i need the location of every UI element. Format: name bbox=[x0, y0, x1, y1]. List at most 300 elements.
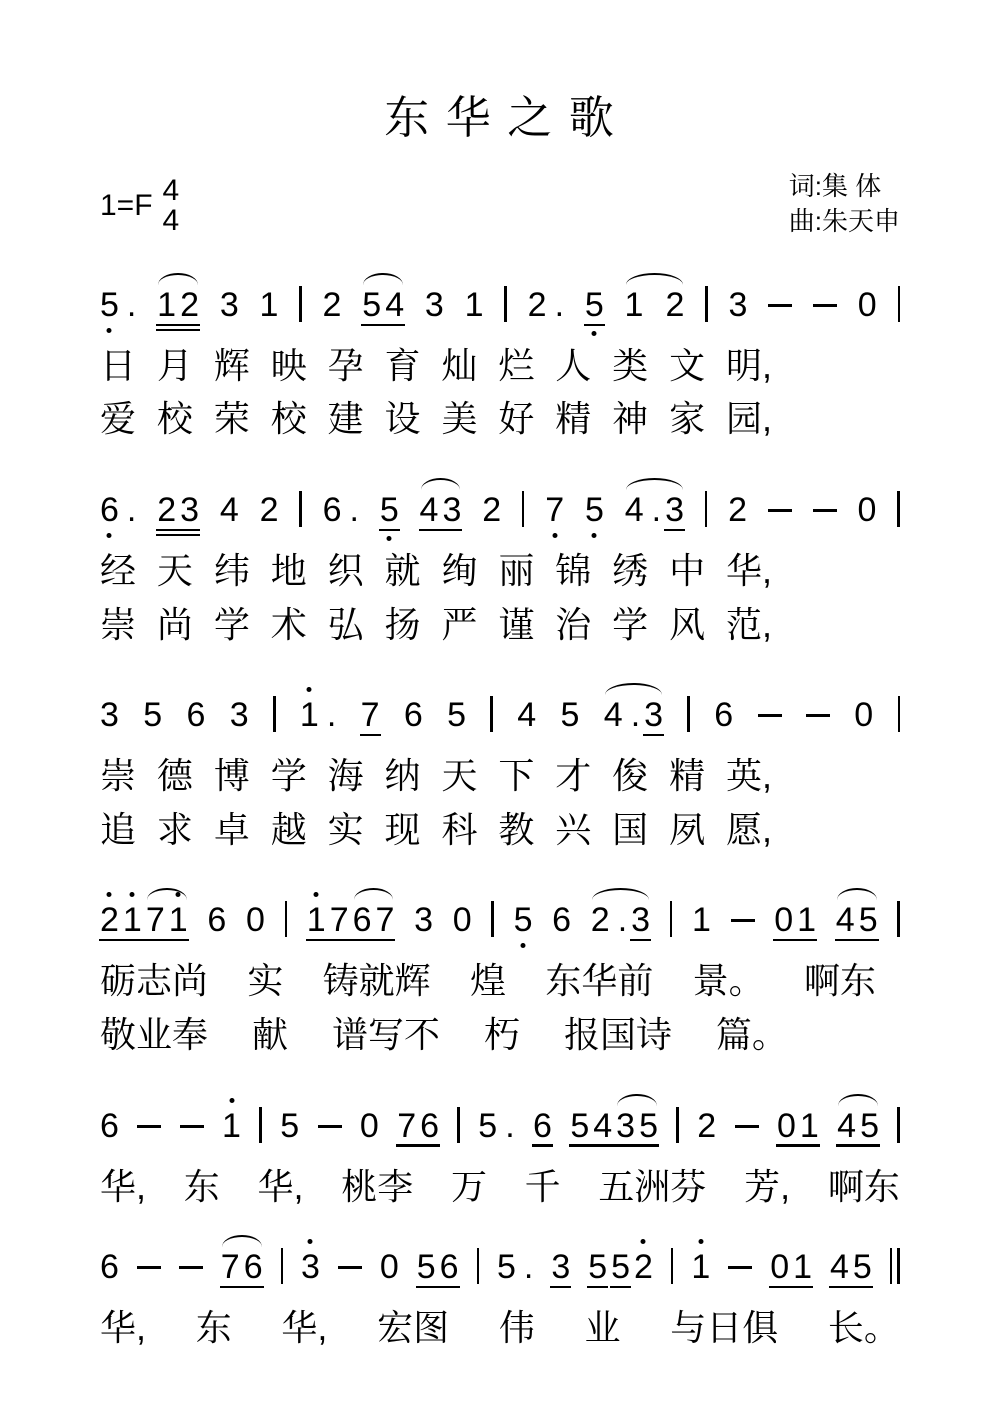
barline bbox=[285, 901, 288, 937]
note: 6 bbox=[420, 1106, 440, 1145]
time-signature-numerator: 4 bbox=[162, 173, 180, 207]
note: 3 bbox=[665, 490, 685, 529]
lyric-word: 好 bbox=[498, 398, 535, 440]
note: 2 bbox=[180, 285, 200, 324]
lyric-word: 尚 bbox=[156, 603, 193, 645]
lyric-word: 华, bbox=[100, 1165, 147, 1207]
rest-note: 0 bbox=[770, 1248, 790, 1287]
score-system bbox=[100, 284, 900, 439]
duration-dash bbox=[318, 1125, 342, 1128]
note: 2 bbox=[482, 490, 502, 529]
duration-dash bbox=[338, 1266, 362, 1269]
barline bbox=[671, 1248, 674, 1284]
lyric-word: 扬 bbox=[384, 603, 421, 645]
lyric-word: 家 bbox=[669, 398, 706, 440]
score-system bbox=[100, 1105, 900, 1207]
lyric-word: 月 bbox=[156, 344, 193, 386]
barline bbox=[490, 696, 493, 732]
note: 3 bbox=[551, 1248, 571, 1287]
note: 4 bbox=[219, 490, 239, 529]
lyric-word: 精 bbox=[555, 398, 592, 440]
note: 3 bbox=[301, 1250, 320, 1284]
lyric-word: 千 bbox=[524, 1165, 561, 1207]
lyric-word: 科 bbox=[441, 808, 478, 850]
note: 5 bbox=[362, 285, 382, 324]
lyric-line bbox=[100, 1167, 900, 1207]
note: 5 bbox=[852, 1248, 872, 1287]
lyric-word: 越 bbox=[270, 808, 307, 850]
duration-dash bbox=[768, 509, 792, 512]
beam-group bbox=[570, 1106, 659, 1145]
augmentation-dot: . bbox=[505, 1106, 515, 1145]
lyric-word: 谨 bbox=[498, 603, 535, 645]
beam-group bbox=[306, 901, 395, 940]
lyric-word: 精 bbox=[669, 755, 706, 797]
lyric-word: 东 bbox=[195, 1307, 232, 1349]
slur-arc bbox=[838, 1094, 878, 1106]
barline bbox=[299, 286, 302, 322]
note: 2 bbox=[157, 490, 177, 529]
lyric-word: 崇 bbox=[100, 603, 137, 645]
lyric-word: 实 bbox=[327, 808, 364, 850]
lyric-word: 崇 bbox=[100, 755, 137, 797]
barline bbox=[670, 901, 673, 937]
slur-arc bbox=[626, 478, 683, 490]
lyric-word: 地 bbox=[270, 549, 307, 591]
barline bbox=[504, 286, 507, 322]
lyric-word: 愿, bbox=[725, 808, 772, 850]
lyric-word: 业 bbox=[584, 1307, 621, 1349]
lyric-word: 教 bbox=[498, 808, 535, 850]
slur-group bbox=[624, 285, 685, 324]
slur-arc bbox=[592, 888, 649, 900]
lyric-word: 啊东 bbox=[827, 1165, 900, 1207]
music-line bbox=[100, 1105, 900, 1143]
score-system bbox=[100, 1246, 900, 1348]
music-line bbox=[100, 694, 900, 735]
octave-dot-low bbox=[552, 533, 557, 538]
lyric-word: 文 bbox=[669, 344, 706, 386]
lyric-word: 治 bbox=[555, 603, 592, 645]
note: 1 bbox=[222, 1109, 241, 1143]
lyric-word: 明, bbox=[725, 344, 772, 386]
slur-group bbox=[145, 901, 188, 940]
note: 1 bbox=[157, 285, 177, 324]
lyric-word: 烂 bbox=[498, 344, 535, 386]
note: 1 bbox=[691, 1250, 710, 1284]
lyric-word: 华, bbox=[281, 1307, 328, 1349]
octave-dot-low bbox=[592, 331, 597, 336]
lyric-word: 经 bbox=[100, 549, 137, 591]
note: 5 bbox=[858, 901, 878, 940]
rest-note: 0 bbox=[452, 901, 472, 940]
barline bbox=[522, 491, 525, 527]
note: 4 bbox=[835, 901, 855, 940]
duration-dash bbox=[731, 919, 755, 922]
note: 6 bbox=[207, 901, 227, 940]
score-meta bbox=[100, 172, 900, 236]
note: 5 bbox=[514, 903, 533, 937]
lyric-word: 爱 bbox=[100, 398, 137, 440]
lyric-line bbox=[100, 346, 772, 386]
augmentation-dot: . bbox=[126, 490, 137, 529]
note: 6 bbox=[100, 1106, 119, 1145]
lyric-word: 报国诗 bbox=[563, 1013, 672, 1055]
lyric-word: 风 bbox=[669, 603, 706, 645]
duration-dash bbox=[137, 1266, 161, 1269]
lyric-word: 纬 bbox=[213, 549, 250, 591]
slur-group bbox=[603, 696, 664, 735]
lyric-word: 砺志尚 bbox=[100, 960, 209, 1002]
lyric-word: 孕 bbox=[327, 344, 364, 386]
beam-group bbox=[776, 1106, 819, 1145]
lyric-line bbox=[100, 810, 772, 850]
note: 5 bbox=[585, 493, 604, 527]
note: 7 bbox=[220, 1248, 240, 1287]
lyric-word: 献 bbox=[251, 1013, 288, 1055]
lyric-line bbox=[100, 756, 772, 796]
lyric-word: 锦 bbox=[555, 549, 592, 591]
note: 5 bbox=[447, 696, 467, 735]
lyric-word: 绚 bbox=[441, 549, 478, 591]
note: 2 bbox=[634, 1250, 653, 1284]
lyric-word: 海 bbox=[327, 755, 364, 797]
slur-group bbox=[352, 901, 395, 940]
note: 7 bbox=[397, 1106, 417, 1145]
note: 5 bbox=[143, 696, 163, 735]
beam-group bbox=[774, 901, 817, 940]
note: 5 bbox=[860, 1106, 879, 1145]
lyric-word: 人 bbox=[555, 344, 592, 386]
lyric-word: 夙 bbox=[669, 808, 706, 850]
lyric-word: 卓 bbox=[213, 808, 250, 850]
barline bbox=[897, 491, 900, 527]
note: 5 . bbox=[478, 1106, 515, 1145]
octave-dot-low bbox=[521, 943, 526, 948]
slur-group bbox=[837, 1106, 879, 1145]
note: 7 bbox=[145, 901, 165, 940]
lyric-word: 学 bbox=[213, 603, 250, 645]
note: 4 bbox=[517, 696, 537, 735]
note: 6 bbox=[352, 901, 372, 940]
lyric-word: 铸就辉 bbox=[322, 960, 431, 1002]
lyric-word: 灿 bbox=[441, 344, 478, 386]
barline bbox=[898, 696, 901, 732]
note: 3 bbox=[442, 490, 462, 529]
lyric-word: 织 bbox=[327, 549, 364, 591]
key-time-signature bbox=[100, 173, 180, 238]
barline bbox=[259, 1107, 262, 1143]
note: 1 bbox=[464, 285, 484, 324]
note: 2 bbox=[728, 490, 748, 529]
augmentation-dot: . bbox=[126, 285, 137, 324]
octave-dot-high bbox=[698, 1239, 703, 1244]
barline bbox=[898, 286, 901, 322]
note: 1 bbox=[307, 903, 326, 937]
lyric-word: 煌 bbox=[469, 960, 506, 1002]
note: 5 bbox=[416, 1248, 436, 1287]
lyric-word: 啊东 bbox=[803, 960, 876, 1002]
lyric-word: 丽 bbox=[498, 549, 535, 591]
note: 5 bbox=[639, 1106, 659, 1145]
augmentation-dot: . bbox=[617, 901, 628, 940]
note: 2 bbox=[322, 285, 342, 324]
note: 1 bbox=[123, 903, 142, 937]
note: 3 bbox=[180, 490, 200, 529]
rest-note: 0 bbox=[379, 1248, 399, 1287]
note: 7 bbox=[545, 493, 564, 527]
score-system bbox=[100, 489, 900, 644]
note: 2 . bbox=[590, 901, 628, 940]
note: 3 bbox=[424, 285, 444, 324]
note: 3 bbox=[229, 696, 249, 735]
beam-group bbox=[157, 490, 200, 529]
rest-note: 0 bbox=[776, 1106, 796, 1145]
note: 7 bbox=[360, 696, 380, 735]
lyric-word: 求 bbox=[156, 808, 193, 850]
barline bbox=[299, 491, 302, 527]
lyric-word: 宏图 bbox=[377, 1307, 450, 1349]
duration-dash bbox=[813, 509, 837, 512]
slur-arc bbox=[158, 273, 198, 285]
slur-arc bbox=[222, 1235, 262, 1247]
octave-dot-high bbox=[308, 1239, 313, 1244]
lyric-word: 东 bbox=[183, 1165, 220, 1207]
lyric-word: 与日俱 bbox=[670, 1307, 779, 1349]
octave-dot-high bbox=[229, 1098, 234, 1103]
score bbox=[100, 284, 900, 1348]
lyric-word: 设 bbox=[384, 398, 421, 440]
music-line bbox=[100, 489, 900, 527]
octave-dot-high bbox=[641, 1239, 646, 1244]
beam-group bbox=[100, 901, 188, 940]
note: 2 bbox=[665, 285, 685, 324]
note: 1 bbox=[799, 1106, 819, 1145]
beam-group bbox=[770, 1248, 813, 1287]
note: 3 bbox=[414, 901, 434, 940]
note: 5 . bbox=[100, 288, 136, 322]
lyric-word: 华, bbox=[257, 1165, 304, 1207]
lyric-word: 严 bbox=[441, 603, 478, 645]
barline bbox=[897, 901, 900, 937]
augmentation-dot: . bbox=[523, 1248, 534, 1287]
slur-arc bbox=[354, 888, 394, 900]
lyric-word: 朽 bbox=[483, 1013, 520, 1055]
lyricist-credit: 词:集 体 bbox=[788, 170, 882, 201]
note: 3 bbox=[616, 1106, 636, 1145]
lyric-word: 才 bbox=[555, 755, 592, 797]
lyric-word: 伟 bbox=[498, 1307, 535, 1349]
lyric-word: 五洲芬 bbox=[598, 1165, 707, 1207]
rest-note: 0 bbox=[245, 901, 265, 940]
note: 5 bbox=[585, 288, 604, 322]
note: 5 bbox=[280, 1106, 300, 1145]
beam-group bbox=[397, 1106, 440, 1145]
note: 5 bbox=[560, 696, 580, 735]
rest-note: 0 bbox=[857, 490, 877, 529]
slur-group bbox=[220, 1248, 263, 1287]
lyric-word: 俊 bbox=[612, 755, 649, 797]
duration-dash bbox=[758, 714, 782, 717]
lyric-word: 学 bbox=[270, 755, 307, 797]
key-signature: 1=F bbox=[100, 189, 153, 223]
slur-arc bbox=[605, 683, 662, 695]
lyric-word: 园, bbox=[725, 398, 772, 440]
lyric-word: 实 bbox=[247, 960, 284, 1002]
lyric-word: 辉 bbox=[213, 344, 250, 386]
note: 1 . bbox=[300, 698, 336, 732]
beam-group bbox=[416, 1248, 459, 1287]
note: 1 bbox=[797, 901, 817, 940]
note: 1 bbox=[793, 1248, 813, 1287]
lyric-word: 华, bbox=[100, 1307, 147, 1349]
slur-arc bbox=[837, 888, 877, 900]
music-line bbox=[100, 899, 900, 940]
lyric-word: 景。 bbox=[692, 960, 765, 1002]
note: 6 bbox=[403, 696, 423, 735]
lyric-word: 兴 bbox=[555, 808, 592, 850]
lyric-word: 校 bbox=[156, 398, 193, 440]
credits bbox=[789, 172, 900, 237]
lyric-word: 绣 bbox=[612, 549, 649, 591]
octave-dot-low bbox=[107, 533, 112, 538]
barline bbox=[705, 286, 708, 322]
slur-group bbox=[616, 1106, 659, 1145]
note: 4 bbox=[593, 1106, 613, 1145]
lyric-line bbox=[100, 1308, 900, 1348]
note: 6 bbox=[439, 1248, 459, 1287]
octave-dot-high bbox=[314, 892, 319, 897]
lyric-word: 校 bbox=[270, 398, 307, 440]
note: 7 bbox=[329, 901, 349, 940]
duration-dash bbox=[735, 1125, 759, 1128]
lyric-word: 下 bbox=[498, 755, 535, 797]
slur-arc bbox=[626, 273, 684, 285]
lyric-word: 神 bbox=[612, 398, 649, 440]
lyric-word: 追 bbox=[100, 808, 137, 850]
note: 6 bbox=[552, 901, 572, 940]
note: 6 bbox=[186, 696, 206, 735]
note: 2 bbox=[697, 1106, 717, 1145]
composer-credit: 曲:朱天申 bbox=[788, 205, 900, 236]
lyric-word: 日 bbox=[100, 344, 137, 386]
time-signature-denominator: 4 bbox=[162, 204, 180, 238]
lyric-word: 长。 bbox=[827, 1307, 900, 1349]
score-system bbox=[100, 694, 900, 849]
lyric-word: 谱写不 bbox=[331, 1013, 440, 1055]
score-system bbox=[100, 899, 900, 1054]
lyric-word: 天 bbox=[156, 549, 193, 591]
note: 5 bbox=[611, 1248, 631, 1287]
octave-dot-high bbox=[107, 892, 112, 897]
song-title: 东 华 之 歌 bbox=[384, 92, 616, 143]
duration-dash bbox=[180, 1125, 204, 1128]
lyric-word: 范, bbox=[725, 603, 772, 645]
slur-group bbox=[419, 490, 462, 529]
lyric-word: 术 bbox=[270, 603, 307, 645]
lyric-word: 天 bbox=[441, 755, 478, 797]
slur-arc bbox=[363, 273, 403, 285]
octave-dot-low bbox=[107, 328, 112, 333]
duration-dash bbox=[768, 304, 792, 307]
note: 5 bbox=[588, 1248, 608, 1287]
note: 4 . bbox=[603, 696, 641, 735]
note: 7 bbox=[375, 901, 395, 940]
duration-dash bbox=[806, 714, 830, 717]
note: 3 bbox=[631, 901, 651, 940]
note: 1 bbox=[624, 285, 644, 324]
rest-note: 0 bbox=[854, 696, 874, 735]
lyric-word: 类 bbox=[612, 344, 649, 386]
note: 2 bbox=[259, 490, 279, 529]
note: 6 . bbox=[322, 490, 359, 529]
lyric-word: 万 bbox=[450, 1165, 487, 1207]
slur-group bbox=[362, 285, 405, 324]
augmentation-dot: . bbox=[630, 696, 641, 735]
duration-dash bbox=[728, 1266, 752, 1269]
augmentation-dot: . bbox=[349, 490, 359, 529]
barline bbox=[676, 1107, 679, 1143]
augmentation-dot: . bbox=[326, 696, 337, 735]
barline bbox=[897, 1107, 900, 1143]
lyric-word: 敬业奉 bbox=[100, 1013, 209, 1055]
lyric-word: 纳 bbox=[384, 755, 421, 797]
lyric-line bbox=[100, 551, 772, 591]
lyric-word: 篇。 bbox=[715, 1013, 788, 1055]
lyric-word: 育 bbox=[384, 344, 421, 386]
augmentation-dot: . bbox=[554, 285, 565, 324]
barline bbox=[273, 696, 276, 732]
rest-note: 0 bbox=[857, 285, 877, 324]
note: 4 bbox=[829, 1248, 849, 1287]
lyric-word: 弘 bbox=[327, 603, 364, 645]
lyric-line bbox=[100, 1015, 788, 1055]
lyric-word: 芳, bbox=[744, 1165, 791, 1207]
note: 6 bbox=[533, 1106, 552, 1145]
lyric-word: 东华前 bbox=[545, 960, 654, 1002]
lyric-word: 华, bbox=[725, 549, 772, 591]
octave-dot-low bbox=[387, 536, 392, 541]
barline bbox=[281, 1248, 284, 1284]
augmentation-dot: . bbox=[651, 490, 662, 529]
note: 6 . bbox=[100, 493, 136, 527]
lyric-line bbox=[100, 961, 876, 1001]
note: 3 bbox=[644, 696, 664, 735]
barline bbox=[491, 901, 494, 937]
note: 5 . bbox=[496, 1248, 534, 1287]
note: 5 bbox=[570, 1106, 590, 1145]
note: 1 bbox=[691, 901, 711, 940]
note: 4 . bbox=[624, 490, 662, 529]
lyric-word: 荣 bbox=[213, 398, 250, 440]
note: 1 bbox=[169, 903, 188, 937]
note: 2 bbox=[100, 903, 119, 937]
lyric-word: 现 bbox=[384, 808, 421, 850]
lyric-word: 映 bbox=[270, 344, 307, 386]
note: 4 bbox=[419, 490, 439, 529]
duration-dash bbox=[137, 1125, 161, 1128]
duration-dash bbox=[813, 304, 837, 307]
note: 4 bbox=[837, 1106, 857, 1145]
slur-group bbox=[157, 285, 200, 324]
duration-dash bbox=[179, 1266, 203, 1269]
lyric-word: 中 bbox=[669, 549, 706, 591]
music-line bbox=[100, 284, 900, 322]
barline bbox=[687, 696, 690, 732]
note: 6 bbox=[243, 1248, 263, 1287]
beam-group bbox=[829, 1248, 872, 1287]
note: 3 bbox=[219, 285, 239, 324]
